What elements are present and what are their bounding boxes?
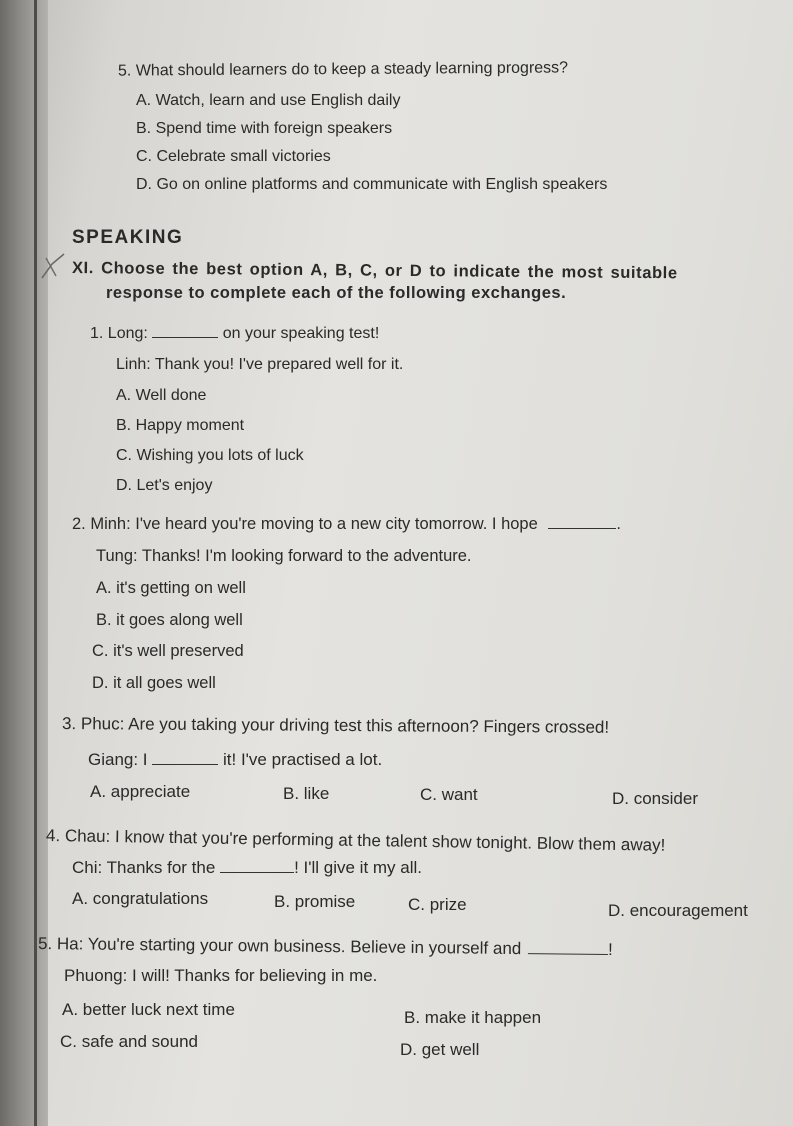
- q2-response: Tung: Thanks! I'm looking forward to the adventure.: [96, 547, 472, 565]
- reading-q5-option-c[interactable]: C. Celebrate small victories: [136, 148, 331, 165]
- q3-response-start: Giang: I: [88, 750, 148, 769]
- reading-question-5: 5. What should learners do to keep a steady learning progress?: [117, 59, 569, 80]
- q4-option-c[interactable]: C. prize: [408, 895, 467, 914]
- q4-response-end: ! I'll give it my all.: [294, 858, 423, 877]
- q1-prompt: [90, 324, 379, 344]
- q2-prompt-end: .: [616, 515, 621, 533]
- q4-option-d[interactable]: D. encouragement: [608, 901, 748, 920]
- q2-option-a[interactable]: A. it's getting on well: [96, 579, 246, 597]
- q2-option-d[interactable]: D. it all goes well: [92, 674, 216, 692]
- q1-option-a[interactable]: A. Well done: [116, 387, 207, 404]
- q3-response-end: it! I've practised a lot.: [223, 750, 383, 769]
- q2-prompt-start: 2. Minh: I've heard you're moving to a new city tomorrow. I hope: [72, 515, 538, 533]
- q1-prompt-start: 1. Long:: [90, 325, 148, 342]
- q1-option-d[interactable]: D. Let's enjoy: [116, 477, 213, 494]
- q2-prompt: [72, 514, 621, 534]
- q1-option-c[interactable]: C. Wishing you lots of luck: [116, 447, 304, 464]
- q1-response: Linh: Thank you! I've prepared well for it.: [116, 356, 404, 373]
- q5-prompt-end: !: [607, 939, 613, 960]
- q3-response: [88, 750, 382, 770]
- q5-option-a[interactable]: A. better luck next time: [62, 1000, 235, 1019]
- q3-option-a[interactable]: A. appreciate: [90, 782, 191, 801]
- q5-option-d[interactable]: D. get well: [400, 1040, 480, 1059]
- section-heading-speaking: SPEAKING: [72, 227, 184, 248]
- q3-option-d[interactable]: D. consider: [612, 789, 698, 808]
- q5-option-c[interactable]: C. safe and sound: [60, 1032, 198, 1051]
- q5-response: Phuong: I will! Thanks for believing in me.: [64, 966, 378, 985]
- q1-prompt-end: on your speaking test!: [222, 325, 380, 342]
- reading-q5-option-a[interactable]: A. Watch, learn and use English daily: [136, 92, 401, 109]
- q4-option-a[interactable]: A. congratulations: [72, 889, 209, 908]
- speaking-instruction-line1: XI. Choose the best option A, B, C, or D to indicate the most suitable: [71, 259, 678, 283]
- q4-answer-blank[interactable]: [220, 872, 294, 873]
- speaking-instruction-line2: response to complete each of the following exchanges.: [106, 284, 567, 302]
- q5-option-b[interactable]: B. make it happen: [404, 1008, 542, 1027]
- pencil-check-mark-icon: [40, 252, 66, 280]
- q4-response-start: Chi: Thanks for the: [72, 858, 216, 877]
- q5-answer-blank[interactable]: [528, 953, 608, 955]
- q2-answer-blank[interactable]: [548, 528, 616, 529]
- reading-q5-option-d[interactable]: D. Go on online platforms and communicate with English speakers: [136, 176, 608, 193]
- q3-option-b[interactable]: B. like: [283, 784, 330, 803]
- q1-answer-blank[interactable]: [152, 337, 218, 338]
- q3-prompt: 3. Phuc: Are you taking your driving test this afternoon? Fingers crossed!: [61, 714, 610, 737]
- q3-answer-blank[interactable]: [152, 764, 218, 765]
- reading-q5-option-b[interactable]: B. Spend time with foreign speakers: [136, 120, 393, 137]
- q3-option-c[interactable]: C. want: [420, 785, 478, 804]
- q2-option-c[interactable]: C. it's well preserved: [92, 642, 244, 660]
- q4-prompt: 4. Chau: I know that you're performing at the talent show tonight. Blow them away!: [45, 826, 666, 855]
- q2-option-b[interactable]: B. it goes along well: [96, 611, 243, 629]
- q4-option-b[interactable]: B. promise: [274, 892, 356, 911]
- q4-response: [72, 858, 422, 878]
- q5-prompt: [38, 934, 613, 960]
- q5-prompt-start: 5. Ha: You're starting your own business. Believe in yourself and: [37, 934, 522, 959]
- q1-option-b[interactable]: B. Happy moment: [116, 417, 245, 434]
